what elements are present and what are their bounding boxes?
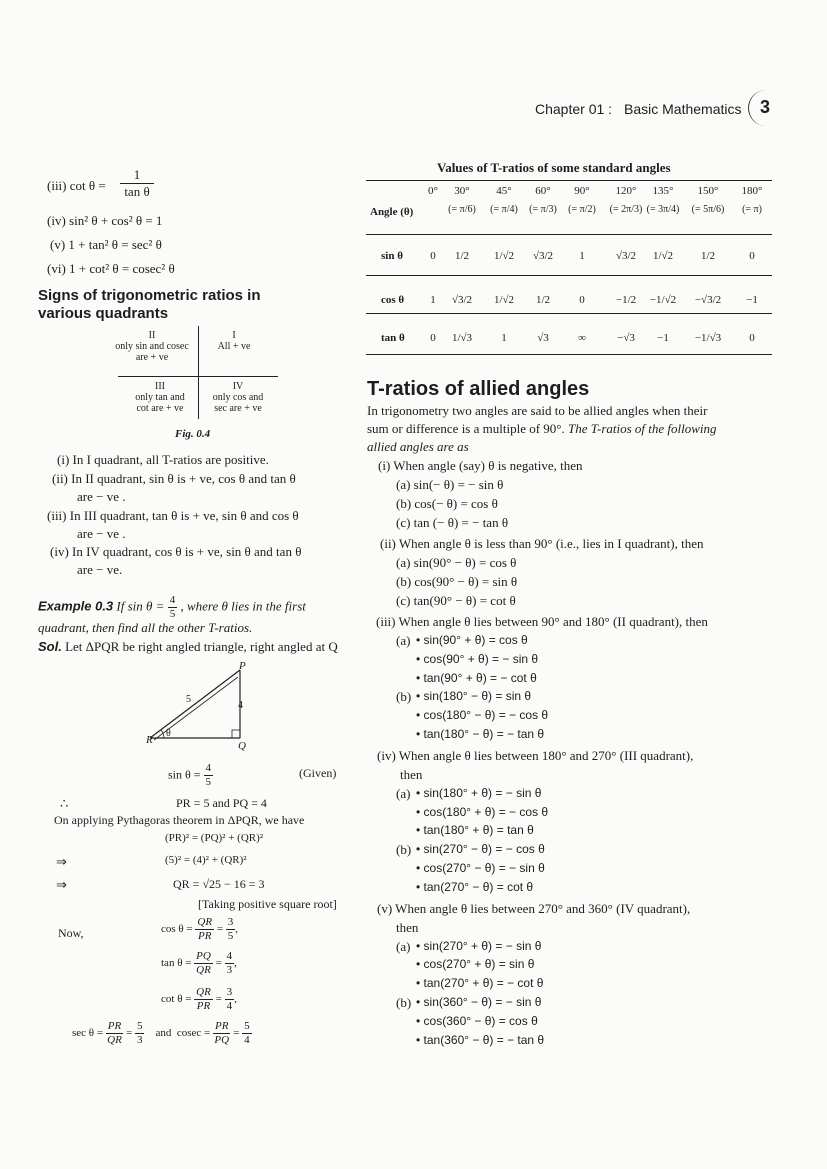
table-cell: 1/√3 <box>451 332 473 344</box>
sol-label: Sol. <box>38 639 62 654</box>
table-angle-rad: (= π/4) <box>490 204 518 215</box>
cos-frac1 <box>195 916 214 943</box>
allied-line: (ii) When angle θ is less than 90° (i.e., lies in I quadrant), then <box>380 536 704 551</box>
cot-frac1 <box>194 986 213 1013</box>
table-angle-rad: (= π/2) <box>568 204 596 215</box>
cot-num: 1 <box>120 167 154 184</box>
allied-bullet-item: • tan(360° − θ) = − tan θ <box>416 1033 544 1047</box>
table-angle-deg: 60° <box>535 185 551 197</box>
table-angle-rad: (= π) <box>742 204 762 215</box>
table-cell: 0 <box>749 332 755 344</box>
tan-frac2-num: 4 <box>226 950 233 962</box>
table-row-rule <box>366 354 772 355</box>
cos-label: cos θ = <box>161 923 193 936</box>
cosec-frac2-den: 4 <box>244 1034 250 1046</box>
sec-frac1-num: PR <box>107 1020 122 1032</box>
allied-intro-2a: sum or difference is a multiple of 90°. <box>367 421 565 436</box>
quadrant-iii-num: III <box>155 381 165 392</box>
table-cell: 1 <box>579 250 585 262</box>
chapter-label: Chapter 01 : <box>535 101 613 117</box>
table-cell: −1/√2 <box>649 294 677 306</box>
table-cell: −1 <box>657 332 669 344</box>
quadrant-ii-num: II <box>148 330 156 341</box>
triangle-hyp: 5 <box>186 694 191 705</box>
cot-den: tan θ <box>124 184 150 199</box>
implies-1: ⇒ <box>56 854 67 869</box>
table-cell: 1/2 <box>535 294 551 306</box>
example-line <box>38 594 306 621</box>
taking-root-note: [Taking positive square root] <box>198 897 337 911</box>
table-angle-rad: (= 3π/4) <box>646 204 680 215</box>
table-cell: √3/2 <box>451 294 473 306</box>
sin-den: 5 <box>205 776 212 788</box>
quadrant-iv <box>204 381 272 414</box>
quadrant-horizontal-axis <box>118 376 278 377</box>
allied-line: (i) When angle (say) θ is negative, then <box>378 458 583 473</box>
sol-text: Let ΔPQR be right angled triangle, right angled at Q <box>65 639 338 654</box>
sin-fraction <box>204 762 214 789</box>
allied-sub-prefix: (a) <box>396 633 411 648</box>
point-ii-cont: are − ve . <box>77 489 126 504</box>
eq1-line: (PR)² = (PQ)² + (QR)² <box>165 832 264 844</box>
allied-bullet-item: • sin(270° + θ) = − sin θ <box>416 939 541 953</box>
table-angle-deg: 30° <box>454 185 470 197</box>
quadrant-iii-text2: cot are + ve <box>136 403 184 414</box>
table-angle-rad: (= 2π/3) <box>609 204 643 215</box>
identity-v: (v) 1 + tan² θ = sec² θ <box>50 237 162 252</box>
table-cell: √3 <box>537 332 549 344</box>
tan-frac1-den: QR <box>196 964 211 976</box>
cos-frac2 <box>226 916 236 943</box>
cosec-frac2 <box>242 1020 252 1047</box>
allied-intro-3: allied angles are as <box>367 439 469 454</box>
cot-fraction <box>120 167 154 200</box>
quadrant-ii-text: only sin and cosec <box>115 341 189 352</box>
cosec-frac1-den: PQ <box>214 1034 230 1046</box>
table-cell: ∞ <box>578 332 586 344</box>
table-cell: 0 <box>579 294 585 306</box>
table-cell: 1 <box>501 332 507 344</box>
allied-bullet-item: • tan(270° + θ) = − cot θ <box>416 976 543 990</box>
triangle-side: 4 <box>238 700 243 711</box>
allied-line: (iv) When angle θ lies between 180° and 270° (III quadrant), <box>377 747 694 763</box>
table-cell: 0 <box>749 250 755 262</box>
example-text2: , where θ lies in the first <box>180 598 306 614</box>
therefore-symbol: ∴ <box>60 796 69 811</box>
allied-line: (c) tan(90° − θ) = cot θ <box>396 593 516 608</box>
allied-sub-prefix: (b) <box>396 689 412 705</box>
example-frac-den: 5 <box>169 608 176 620</box>
allied-bullet-item: • tan(180° − θ) = − tan θ <box>416 727 544 741</box>
table-angle-label: Angle (θ) <box>370 206 414 218</box>
example-frac-num: 4 <box>169 594 176 606</box>
quadrant-ii <box>100 330 204 363</box>
triangle-angle: θ <box>166 728 171 739</box>
table-cell: √3/2 <box>532 250 554 262</box>
quadrant-iv-text2: sec are + ve <box>214 403 262 414</box>
allied-intro-2b: The T-ratios of the following <box>568 421 717 436</box>
page-number: 3 <box>760 97 771 117</box>
cos-frac2-den: 5 <box>227 930 234 942</box>
allied-bullet-item: • tan(180° + θ) = tan θ <box>416 823 534 837</box>
sol-line <box>38 639 338 655</box>
allied-line: then <box>400 766 423 782</box>
allied-bullet-item: • sin(270° − θ) = − cos θ <box>416 842 545 856</box>
sec-line: sec θ = $\frac{PR}{QR}$ = $\frac{5}{3}$ and cosec = $\frac{PR}{PQ}$ = $\frac{5}{4}$ <box>72 1020 250 1046</box>
cot-label: cot θ = <box>161 993 192 1006</box>
allied-bullet-item: • cos(360° − θ) = cos θ <box>416 1014 538 1028</box>
identity-vi: (vi) 1 + cot² θ = cosec² θ <box>47 261 175 276</box>
quadrant-i <box>204 330 264 352</box>
cot-frac2 <box>225 986 235 1013</box>
example-text3: quadrant, then find all the other T-ratios. <box>38 620 253 635</box>
signs-heading: Signs of trigonometric ratios in various quadrants <box>38 287 261 322</box>
table-angle-deg: 180° <box>741 185 763 197</box>
tan-frac2 <box>225 950 235 977</box>
tan-line: tan θ = $\frac{PQ}{QR}$ = $\frac{4}{3}$ , <box>161 950 237 976</box>
quadrant-iii-text: only tan and <box>135 392 185 403</box>
given-label: (Given) <box>299 766 337 780</box>
table-angle-rad: (= 5π/6) <box>691 204 725 215</box>
triangle-r: R <box>146 734 153 746</box>
allied-bullet-item: • sin(180° + θ) = − sin θ <box>416 786 541 800</box>
table-cell: √3/2 <box>615 250 637 262</box>
cos-frac1-den: PR <box>198 930 212 942</box>
tan-frac2-den: 3 <box>226 964 233 976</box>
now-label: Now, <box>58 926 84 940</box>
quadrant-i-num: I <box>232 330 236 341</box>
point-i: (i) In I quadrant, all T-ratios are positive. <box>57 452 269 467</box>
allied-bullet-item: • cos(90° + θ) = − sin θ <box>416 652 538 666</box>
allied-line: then <box>396 919 419 935</box>
allied-bullet-item: • cos(270° + θ) = sin θ <box>416 957 534 971</box>
table-cell: 0 <box>430 332 436 344</box>
table-cell: −1/√3 <box>694 332 722 344</box>
cos-frac2-num: 3 <box>227 916 234 928</box>
table-angle-deg: 150° <box>697 185 719 197</box>
quadrant-iii <box>128 381 192 414</box>
point-iv: (iv) In IV quadrant, cos θ is + ve, sin θ and tan θ <box>50 544 302 559</box>
table-row-label: sin θ <box>381 250 403 262</box>
point-iii-cont: are − ve . <box>77 526 126 541</box>
sec-frac1-den: QR <box>107 1034 122 1046</box>
cos-line: cos θ = $\frac{QR}{PR}$ = $\frac{3}{5}$ , <box>161 916 239 942</box>
implies-2: ⇒ <box>56 877 67 892</box>
tan-label: tan θ = <box>161 957 192 970</box>
fig-label: Fig. 0.4 <box>175 428 211 440</box>
allied-intro-1: In trigonometry two angles are said to be allied angles when their <box>367 403 708 418</box>
sec-frac2-den: 3 <box>136 1034 143 1046</box>
cot-frac2-num: 3 <box>226 986 233 998</box>
cosec-label: cosec = <box>176 1027 211 1040</box>
example-text: If sin θ = <box>116 598 165 614</box>
allied-line: (b) cos(− θ) = cos θ <box>396 496 498 511</box>
table-angle-deg: 120° <box>615 185 637 197</box>
cot-line: cot θ = $\frac{QR}{PR}$ = $\frac{3}{4}$ , <box>161 986 237 1012</box>
allied-bullet-item: • sin(180° − θ) = sin θ <box>416 689 531 703</box>
triangle-q: Q <box>238 740 246 752</box>
cosec-frac1 <box>213 1020 230 1047</box>
table-cell: 0 <box>430 250 436 262</box>
point-iii: (iii) In III quadrant, tan θ is + ve, sin θ and cos θ <box>47 508 299 523</box>
sin-num: 4 <box>205 762 212 774</box>
allied-intro-2 <box>367 421 717 437</box>
quadrant-i-text: All + ve <box>217 341 251 352</box>
tan-frac1 <box>194 950 213 977</box>
sec-frac2-num: 5 <box>136 1020 143 1032</box>
table-angle-rad: (= π/3) <box>529 204 557 215</box>
cosec-frac2-num: 5 <box>244 1020 250 1032</box>
allied-line: (v) When angle θ lies between 270° and 360° (IV quadrant), <box>377 900 691 916</box>
table-cell: 1/2 <box>454 250 470 262</box>
quadrant-ii-text2: are + ve <box>135 352 169 363</box>
allied-bullet-item: • sin(90° + θ) = cos θ <box>416 633 528 647</box>
allied-bullet-item: • tan(270° − θ) = cot θ <box>416 880 533 894</box>
allied-sub-prefix: (a) <box>396 785 411 801</box>
and-label: and <box>155 1027 172 1040</box>
point-ii: (ii) In II quadrant, sin θ is + ve, cos θ and tan θ <box>52 471 296 486</box>
cot-frac1-den: PR <box>196 1000 211 1012</box>
table-cell: −√3 <box>617 332 635 344</box>
table-cell: −√3/2 <box>694 294 722 306</box>
cot-frac1-num: QR <box>196 986 211 998</box>
allied-bullet-item: • cos(180° + θ) = − cos θ <box>416 805 548 819</box>
sec-frac2 <box>135 1020 145 1047</box>
table-cell: 1 <box>430 294 436 306</box>
quadrant-iv-text: only cos and <box>212 392 264 403</box>
sec-label: sec θ = <box>72 1027 104 1040</box>
cos-frac1-num: QR <box>197 916 213 928</box>
point-iv-cont: are − ve. <box>77 562 123 577</box>
sin-given <box>168 762 213 789</box>
allied-bullet-item: • tan(90° + θ) = − cot θ <box>416 671 537 685</box>
quadrant-iv-num: IV <box>232 381 244 392</box>
table-angle-deg: 135° <box>652 185 674 197</box>
table-row-label: cos θ <box>381 294 405 306</box>
table-cell: 1/√2 <box>493 250 515 262</box>
allied-line: (c) tan (− θ) = − tan θ <box>396 515 509 530</box>
allied-bullet-item: • sin(360° − θ) = − sin θ <box>416 995 541 1009</box>
tan-frac1-num: PQ <box>196 950 211 962</box>
pr-pq-line: PR = 5 and PQ = 4 <box>176 796 267 810</box>
example-fraction <box>168 594 178 621</box>
cosec-frac1-num: PR <box>214 1020 229 1032</box>
allied-sub-prefix: (a) <box>396 938 411 954</box>
allied-sub-prefix: (b) <box>396 842 412 858</box>
chapter-title: Basic Mathematics <box>624 101 742 117</box>
table-row-rule <box>366 275 772 276</box>
allied-bullet-item: • cos(270° − θ) = − sin θ <box>416 861 545 875</box>
table-cell: 1/√2 <box>652 250 674 262</box>
allied-sub-prefix: (b) <box>396 995 412 1010</box>
table-title: Values of T-ratios of some standard angles <box>437 160 671 175</box>
table-angle-deg: 0° <box>428 185 438 197</box>
table-angle-deg: 90° <box>574 185 590 197</box>
table-cell: 1/2 <box>700 250 716 262</box>
table-row-rule <box>366 313 772 314</box>
table-cell: 1/√2 <box>493 294 515 306</box>
allied-line: (a) sin(− θ) = − sin θ <box>396 477 504 492</box>
identity-iv: (iv) sin² θ + cos² θ = 1 <box>47 213 163 228</box>
allied-line: (a) sin(90° − θ) = cos θ <box>396 555 517 570</box>
table-row-label: tan θ <box>381 332 405 344</box>
table-top-rule <box>366 180 772 181</box>
pythagoras-line: On applying Pythagoras theorem in ΔPQR, we have <box>54 813 305 827</box>
cot-frac2-den: 4 <box>226 1000 233 1012</box>
allied-bullet-item: • cos(180° − θ) = − cos θ <box>416 708 548 722</box>
allied-line: (b) cos(90° − θ) = sin θ <box>396 574 518 589</box>
allied-heading: T-ratios of allied angles <box>367 378 590 400</box>
sec-frac1 <box>106 1020 123 1047</box>
identity-iii: (iii) cot θ = <box>47 178 106 193</box>
example-label: Example 0.3 <box>38 598 114 614</box>
table-angle-deg: 45° <box>496 185 512 197</box>
allied-line: (iii) When angle θ lies between 90° and 180° (II quadrant), then <box>376 614 708 629</box>
triangle-p: P <box>239 660 246 672</box>
table-angle-rad: (= π/6) <box>448 204 476 215</box>
eq2-line: (5)² = (4)² + (QR)² <box>165 854 247 866</box>
sin-label: sin θ = <box>168 767 201 782</box>
table-row-rule <box>366 234 772 235</box>
table-cell: −1/2 <box>615 294 637 306</box>
table-cell: −1 <box>746 294 758 306</box>
eq3-line: QR = √25 − 16 = 3 <box>173 877 265 891</box>
